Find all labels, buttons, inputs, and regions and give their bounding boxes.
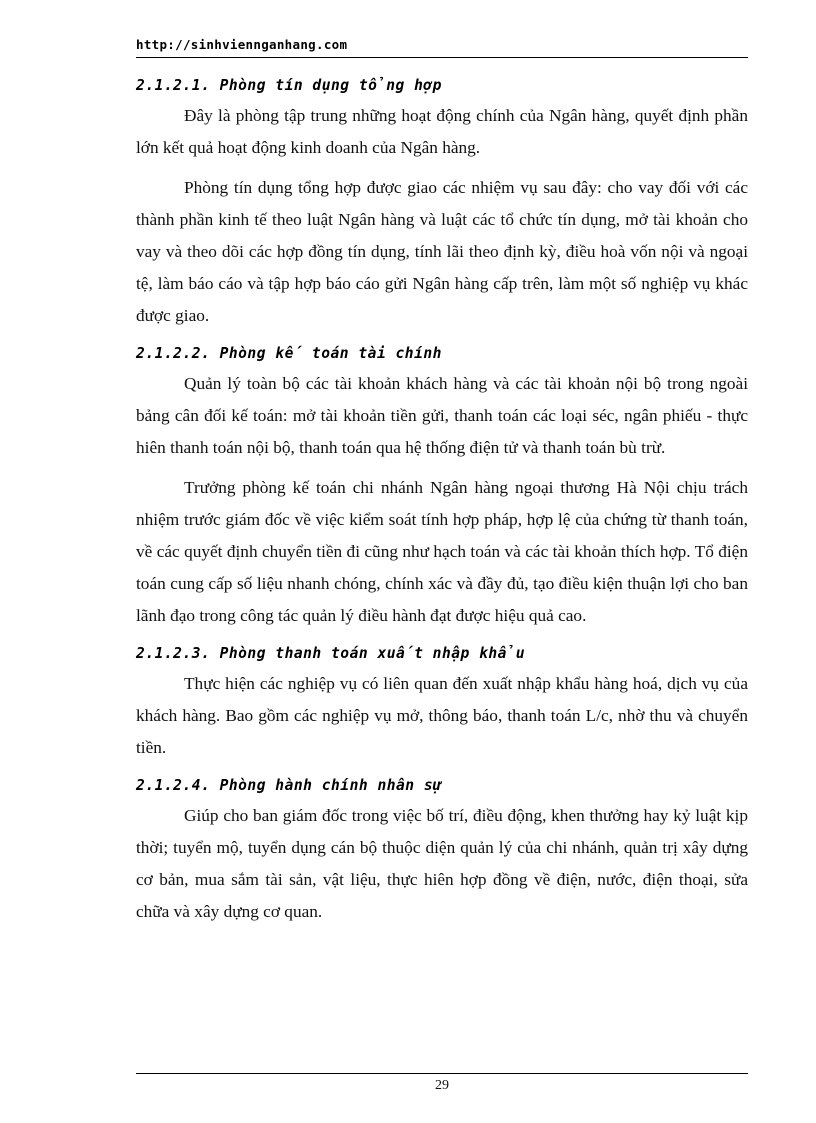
paragraph: Đây là phòng tập trung những hoạt động chính của Ngân hàng, quyết định phần lớn kết quả hoạt động kinh doanh của Ngân hàng. xyxy=(136,106,748,157)
section-tin-dung xyxy=(136,72,748,332)
section-hanh-chinh xyxy=(136,772,748,928)
header-url: http://sinhviennganhang.com xyxy=(136,37,348,52)
page-header xyxy=(136,36,748,58)
page-content xyxy=(136,72,748,936)
page-number: 29 xyxy=(435,1078,449,1093)
section-heading: 2.1.2.4. Phòng hành chính nhân sự xyxy=(136,777,443,794)
section-ke-toan xyxy=(136,340,748,632)
paragraph: Quản lý toàn bộ các tài khoản khách hàng và các tài khoản nội bộ trong ngoài bảng cân đối kế toán: mở tài khoản tiền gửi, thanh toán các loại séc, ngân phiếu - thực hiên thanh toán nội bộ, thanh toán qua hệ thống điện tử và thanh toán bù trừ. xyxy=(136,374,748,457)
paragraph: Thực hiện các nghiệp vụ có liên quan đến xuất nhập khẩu hàng hoá, dịch vụ của khách hàng. Bao gồm các nghiệp vụ mở, thông báo, thanh toán L/c, nhờ thu và chuyển tiền. xyxy=(136,674,748,757)
section-heading: 2.1.2.1. Phòng tín dụng tổng hợp xyxy=(136,77,442,94)
section-heading: 2.1.2.2. Phòng kế toán tài chính xyxy=(136,345,442,362)
paragraph: Trưởng phòng kế toán chi nhánh Ngân hàng ngoại thương Hà Nội chịu trách nhiệm trước giám đốc về việc kiểm soát tính hợp pháp, hợp lệ của chứng từ thanh toán, về các quyết định chuyển tiền đi cũng như hạch toán và các tài khoản thích hợp. Tổ điện toán cung cấp số liệu nhanh chóng, chính xác và đầy đủ, tạo điều kiện thuận lợi cho ban lãnh đạo trong công tác quản lý điều hành đạt được hiệu quả cao. xyxy=(136,478,748,625)
paragraph: Phòng tín dụng tổng hợp được giao các nhiệm vụ sau đây: cho vay đối với các thành phần kinh tế theo luật Ngân hàng và luật các tổ chức tín dụng, mở tài khoản cho vay và theo dõi các hợp đồng tín dụng, tính lãi theo định kỳ, điều hoà vốn nội và ngoại tệ, làm báo cáo và tập hợp báo cáo gửi Ngân hàng cấp trên, làm một số nghiệp vụ khác được giao. xyxy=(136,178,748,325)
section-heading: 2.1.2.3. Phòng thanh toán xuất nhập khẩu xyxy=(136,645,526,662)
section-thanh-toan-xnk xyxy=(136,640,748,764)
paragraph: Giúp cho ban giám đốc trong việc bố trí, điều động, khen thưởng hay kỷ luật kịp thời; tuyển mộ, tuyển dụng cán bộ thuộc diện quản lý của chi nhánh, quản trị xây dựng cơ bản, mua sắm tài sản, vật liệu, thực hiên hợp đồng về điện, nước, điện thoại, sửa chữa và xây dựng cơ quan. xyxy=(136,806,748,921)
page-footer xyxy=(136,1073,748,1094)
